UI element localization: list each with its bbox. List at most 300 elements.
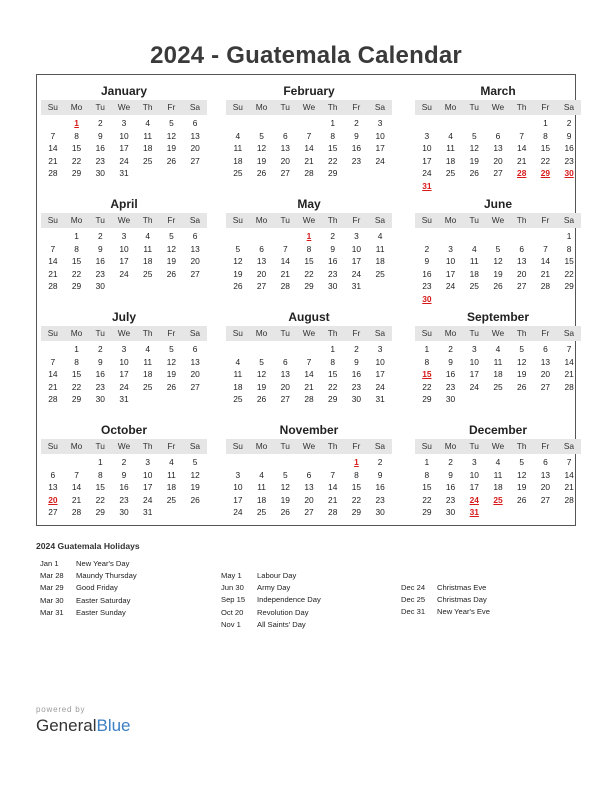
day-cell: 21 — [564, 369, 574, 380]
day-cell: 23 — [445, 381, 456, 392]
day-grid — [415, 456, 581, 519]
day-cell: 11 — [143, 130, 153, 141]
day-cell: 13 — [280, 143, 290, 154]
day-cell: 19 — [233, 268, 243, 279]
weekday-label: Th — [516, 328, 527, 338]
day-cell: 29 — [95, 507, 105, 518]
weekday-label: Su — [421, 441, 432, 451]
day-cell: 27 — [540, 494, 551, 505]
holiday-day-cell: 1 — [306, 231, 312, 241]
holiday-date: Oct 20 — [221, 607, 244, 617]
day-cell: 15 — [71, 256, 82, 267]
day-cell: 4 — [259, 469, 264, 480]
day-cell: 28 — [540, 281, 551, 292]
weekday-label: Tu — [280, 328, 290, 338]
day-grid — [415, 117, 581, 193]
day-cell: 19 — [166, 143, 177, 154]
day-grid — [226, 117, 392, 180]
day-cell: 10 — [233, 482, 243, 493]
day-cell: 6 — [543, 344, 548, 354]
holiday-day-cell: 24 — [469, 494, 479, 505]
weekday-label: Fr — [167, 328, 176, 338]
weekday-label: Su — [47, 328, 58, 338]
empty-cell — [273, 456, 297, 469]
day-cell: 7 — [74, 469, 79, 480]
day-cell: 10 — [469, 469, 479, 480]
day-cell: 20 — [540, 369, 551, 380]
day-cell: 30 — [328, 281, 338, 292]
day-cell: 15 — [95, 482, 105, 493]
weekday-label: Tu — [469, 102, 479, 112]
day-cell: 17 — [233, 494, 243, 505]
generalblue-logo[interactable] — [36, 716, 131, 736]
day-cell: 15 — [351, 482, 362, 493]
holiday-day-cell: 15 — [422, 369, 432, 380]
day-cell: 10 — [119, 243, 129, 254]
day-cell: 17 — [445, 268, 456, 279]
weekday-label: We — [491, 441, 505, 451]
day-cell: 8 — [330, 130, 336, 141]
empty-cell — [510, 117, 534, 130]
day-cell: 17 — [469, 369, 479, 380]
day-cell: 9 — [377, 469, 383, 480]
day-cell: 26 — [280, 507, 290, 518]
holiday-date: Dec 25 — [401, 595, 426, 605]
weekday-header — [41, 326, 207, 341]
month-name: February — [283, 84, 335, 98]
day-cell: 3 — [377, 344, 383, 354]
day-cell: 16 — [328, 256, 338, 267]
day-cell: 14 — [48, 369, 58, 380]
day-cell: 6 — [282, 130, 288, 141]
weekday-label: Fr — [541, 215, 550, 225]
day-cell: 9 — [566, 130, 572, 141]
holiday-name: Maundy Thursday — [76, 571, 137, 581]
day-cell: 10 — [422, 143, 432, 154]
day-cell: 28 — [564, 381, 574, 392]
weekday-label: Mo — [444, 441, 457, 451]
month-name: August — [288, 310, 330, 324]
holiday-entry — [40, 595, 137, 607]
holiday-date: Dec 24 — [401, 583, 426, 592]
day-cell: 29 — [71, 281, 82, 292]
weekday-header — [415, 213, 581, 228]
day-cell: 8 — [74, 356, 79, 367]
day-cell: 14 — [564, 356, 574, 367]
day-cell: 15 — [422, 482, 432, 493]
weekday-label: We — [117, 441, 131, 451]
weekday-label: Fr — [167, 441, 176, 451]
day-cell: 21 — [48, 381, 58, 392]
day-cell: 31 — [143, 507, 153, 518]
day-cell: 8 — [306, 243, 312, 254]
day-cell: 26 — [256, 394, 267, 405]
weekday-label: Th — [327, 102, 338, 112]
day-cell: 2 — [97, 231, 103, 241]
day-cell: 14 — [540, 256, 551, 267]
day-cell: 13 — [540, 469, 551, 480]
day-cell: 16 — [95, 256, 105, 267]
powered-by-text: powered by — [36, 705, 86, 714]
day-cell: 20 — [517, 268, 527, 279]
day-cell: 13 — [540, 356, 551, 367]
day-cell: 22 — [422, 381, 432, 392]
weekday-label: Fr — [352, 102, 361, 112]
day-cell: 13 — [190, 130, 200, 141]
holiday-column — [401, 582, 490, 619]
holiday-date: Mar 31 — [40, 607, 64, 617]
day-cell: 14 — [48, 143, 58, 154]
day-cell: 22 — [71, 381, 82, 392]
weekday-label: Fr — [541, 328, 550, 338]
day-cell: 15 — [304, 256, 314, 267]
weekday-label: We — [491, 328, 505, 338]
day-cell: 26 — [166, 268, 177, 279]
day-cell: 11 — [233, 143, 243, 154]
day-cell: 13 — [304, 482, 314, 493]
day-cell: 4 — [235, 130, 241, 141]
weekday-label: Mo — [444, 328, 457, 338]
empty-cell — [462, 117, 486, 130]
page-title: 2024 - Guatemala Calendar — [150, 42, 462, 69]
weekday-label: Su — [421, 102, 432, 112]
empty-cell — [439, 117, 463, 130]
holiday-entry — [40, 607, 137, 619]
day-cell: 22 — [71, 268, 82, 279]
day-cell: 9 — [330, 243, 336, 254]
day-cell: 17 — [119, 369, 129, 380]
day-cell: 10 — [375, 356, 385, 367]
day-cell: 4 — [235, 356, 241, 367]
day-cell: 6 — [192, 231, 198, 241]
day-cell: 4 — [495, 457, 501, 467]
day-cell: 29 — [422, 394, 432, 405]
day-cell: 2 — [448, 344, 453, 354]
day-cell: 20 — [280, 155, 290, 166]
day-cell: 14 — [48, 256, 58, 267]
month-june — [415, 196, 581, 308]
month-name: March — [480, 84, 516, 98]
day-cell: 17 — [143, 482, 153, 493]
day-cell: 25 — [233, 168, 243, 179]
day-cell: 18 — [143, 369, 153, 380]
day-cell: 25 — [143, 268, 153, 279]
day-cell: 17 — [375, 143, 385, 154]
weekday-label: Sa — [374, 102, 386, 112]
weekday-label: We — [302, 328, 316, 338]
day-cell: 24 — [143, 494, 153, 505]
day-cell: 27 — [190, 268, 200, 279]
empty-cell — [297, 117, 321, 130]
weekday-label: Th — [142, 441, 153, 451]
day-cell: 16 — [351, 369, 362, 380]
weekday-label: We — [491, 215, 505, 225]
month-september — [415, 309, 581, 421]
day-cell: 27 — [517, 281, 527, 292]
day-cell: 19 — [280, 494, 290, 505]
weekday-label: Su — [421, 215, 432, 225]
holiday-day-cell: 31 — [469, 507, 479, 518]
day-grid — [415, 230, 581, 306]
empty-cell — [41, 343, 65, 356]
day-cell: 21 — [304, 381, 314, 392]
holiday-day-cell: 30 — [422, 293, 432, 304]
day-cell: 25 — [469, 281, 479, 292]
day-cell: 8 — [330, 356, 336, 367]
day-grid — [41, 343, 207, 406]
day-cell: 3 — [145, 457, 151, 467]
day-cell: 12 — [280, 482, 290, 493]
day-cell: 9 — [354, 130, 359, 141]
weekday-header — [41, 100, 207, 115]
day-cell: 18 — [143, 256, 153, 267]
empty-cell — [273, 230, 297, 243]
day-cell: 8 — [354, 469, 359, 480]
weekday-header — [226, 100, 392, 115]
day-cell: 9 — [354, 356, 359, 367]
holiday-column — [221, 570, 321, 631]
weekday-label: Th — [516, 102, 527, 112]
day-cell: 16 — [445, 369, 456, 380]
weekday-label: We — [302, 102, 316, 112]
day-cell: 3 — [121, 231, 127, 241]
month-november — [226, 422, 392, 534]
empty-cell — [250, 456, 274, 469]
day-cell: 13 — [280, 369, 290, 380]
day-cell: 5 — [259, 356, 264, 367]
day-cell: 1 — [330, 344, 336, 354]
weekday-label: Fr — [352, 328, 361, 338]
month-name: September — [466, 310, 530, 324]
day-cell: 24 — [119, 268, 129, 279]
day-cell: 4 — [495, 344, 501, 354]
month-october — [41, 422, 207, 534]
day-cell: 26 — [469, 168, 479, 179]
day-cell: 1 — [424, 344, 430, 354]
brand-blue: Blue — [96, 716, 131, 735]
weekday-label: Sa — [563, 328, 575, 338]
day-cell: 14 — [564, 469, 574, 480]
holiday-name: New Year's Eve — [437, 607, 490, 617]
day-cell: 31 — [119, 394, 129, 405]
day-cell: 18 — [256, 494, 267, 505]
day-cell: 5 — [471, 130, 477, 141]
weekday-header — [41, 439, 207, 454]
day-cell: 22 — [304, 268, 314, 279]
day-cell: 5 — [282, 469, 288, 480]
holiday-column — [40, 558, 137, 619]
day-cell: 4 — [169, 457, 174, 467]
holiday-entry — [221, 570, 321, 582]
day-cell: 27 — [190, 381, 200, 392]
day-cell: 30 — [445, 394, 456, 405]
day-cell: 2 — [566, 118, 572, 128]
holiday-entry — [221, 619, 321, 631]
weekday-label: Mo — [444, 215, 457, 225]
day-cell: 28 — [71, 507, 82, 518]
day-cell: 16 — [95, 143, 105, 154]
day-cell: 3 — [121, 344, 127, 354]
day-cell: 1 — [424, 457, 430, 467]
day-cell: 12 — [517, 356, 527, 367]
day-cell: 25 — [256, 507, 267, 518]
day-cell: 26 — [166, 381, 177, 392]
day-cell: 23 — [445, 494, 456, 505]
day-cell: 19 — [517, 369, 527, 380]
empty-cell — [439, 230, 463, 243]
month-april — [41, 196, 207, 308]
day-cell: 6 — [519, 243, 525, 254]
month-name: October — [100, 423, 147, 437]
day-cell: 16 — [119, 482, 129, 493]
month-name: January — [100, 84, 148, 98]
empty-cell — [41, 456, 65, 469]
day-cell: 1 — [330, 118, 336, 128]
day-cell: 22 — [95, 494, 105, 505]
day-cell: 17 — [375, 369, 385, 380]
holiday-name: Good Friday — [76, 583, 118, 593]
calendar-frame — [36, 74, 576, 526]
day-cell: 7 — [306, 356, 312, 367]
weekday-header — [226, 326, 392, 341]
day-cell: 5 — [169, 344, 174, 354]
day-grid — [226, 230, 392, 293]
weekday-label: Su — [232, 215, 243, 225]
day-cell: 28 — [280, 281, 290, 292]
brand-general: General — [36, 716, 97, 735]
holiday-day-cell: 30 — [564, 168, 574, 179]
day-cell: 7 — [543, 243, 548, 254]
weekday-label: Th — [142, 102, 153, 112]
day-cell: 15 — [540, 143, 551, 154]
day-cell: 11 — [446, 143, 455, 154]
weekday-label: Tu — [95, 441, 105, 451]
weekday-header — [415, 326, 581, 341]
day-cell: 24 — [375, 381, 385, 392]
weekday-label: We — [491, 102, 505, 112]
day-cell: 25 — [143, 155, 153, 166]
day-cell: 28 — [304, 394, 314, 405]
day-cell: 26 — [517, 381, 527, 392]
month-march — [415, 83, 581, 195]
day-cell: 16 — [564, 143, 574, 154]
empty-cell — [462, 230, 486, 243]
day-cell: 20 — [540, 482, 551, 493]
day-cell: 15 — [71, 143, 82, 154]
day-cell: 29 — [304, 281, 314, 292]
holiday-entry — [221, 594, 321, 606]
day-cell: 27 — [540, 381, 551, 392]
day-cell: 10 — [351, 243, 362, 254]
day-cell: 29 — [564, 281, 574, 292]
weekday-label: We — [117, 102, 131, 112]
weekday-label: Tu — [95, 328, 105, 338]
day-cell: 2 — [354, 118, 359, 128]
day-cell: 26 — [190, 494, 200, 505]
day-cell: 14 — [304, 369, 314, 380]
empty-cell — [226, 456, 250, 469]
day-cell: 8 — [74, 130, 79, 141]
day-cell: 11 — [375, 243, 385, 254]
day-cell: 17 — [469, 482, 479, 493]
day-cell: 15 — [564, 256, 574, 267]
weekday-label: Fr — [167, 102, 176, 112]
day-cell: 2 — [97, 118, 103, 128]
weekday-label: Sa — [374, 441, 386, 451]
holiday-day-cell: 28 — [517, 168, 527, 179]
month-name: May — [297, 197, 321, 211]
holiday-name: Easter Saturday — [76, 595, 131, 605]
holiday-day-cell: 20 — [48, 494, 58, 505]
holiday-date: Nov 1 — [221, 619, 241, 629]
weekday-label: Sa — [563, 215, 575, 225]
empty-cell — [297, 456, 321, 469]
day-cell: 26 — [233, 281, 243, 292]
day-cell: 3 — [448, 243, 453, 254]
day-cell: 18 — [166, 482, 177, 493]
day-cell: 22 — [328, 155, 338, 166]
day-cell: 27 — [493, 168, 503, 179]
holiday-date: Mar 30 — [40, 595, 64, 605]
day-cell: 9 — [97, 243, 103, 254]
day-cell: 24 — [375, 155, 385, 166]
day-cell: 3 — [377, 118, 383, 128]
weekday-label: Tu — [469, 215, 479, 225]
weekday-label: Fr — [352, 441, 361, 451]
day-cell: 20 — [304, 494, 314, 505]
weekday-label: Sa — [563, 102, 575, 112]
day-cell: 21 — [564, 482, 574, 493]
empty-cell — [534, 230, 558, 243]
weekday-header — [415, 439, 581, 454]
day-cell: 30 — [95, 281, 105, 292]
day-cell: 21 — [48, 155, 58, 166]
day-cell: 21 — [328, 494, 338, 505]
weekday-label: Mo — [255, 102, 268, 112]
day-cell: 1 — [566, 231, 572, 241]
day-cell: 25 — [445, 168, 456, 179]
empty-cell — [273, 343, 297, 356]
holiday-day-cell: 1 — [354, 457, 359, 467]
day-cell: 21 — [280, 268, 290, 279]
day-cell: 13 — [256, 256, 267, 267]
holiday-date: Sep 15 — [221, 595, 246, 605]
day-cell: 2 — [377, 457, 383, 467]
day-cell: 24 — [445, 281, 456, 292]
day-cell: 7 — [282, 243, 288, 254]
day-cell: 1 — [97, 457, 103, 467]
day-cell: 25 — [493, 381, 503, 392]
day-cell: 16 — [351, 143, 362, 154]
day-cell: 7 — [519, 130, 525, 141]
day-cell: 27 — [48, 507, 58, 518]
empty-cell — [486, 117, 510, 130]
day-cell: 11 — [143, 243, 153, 254]
weekday-label: Mo — [255, 441, 268, 451]
empty-cell — [250, 343, 274, 356]
day-cell: 27 — [190, 155, 200, 166]
day-cell: 14 — [280, 256, 290, 267]
day-cell: 11 — [469, 256, 479, 267]
day-cell: 2 — [448, 457, 453, 467]
empty-cell — [41, 230, 65, 243]
holiday-name: Easter Sunday — [76, 607, 126, 617]
day-cell: 21 — [304, 155, 314, 166]
day-cell: 5 — [495, 243, 501, 254]
weekday-header — [226, 213, 392, 228]
day-cell: 16 — [375, 482, 385, 493]
day-cell: 23 — [95, 381, 105, 392]
